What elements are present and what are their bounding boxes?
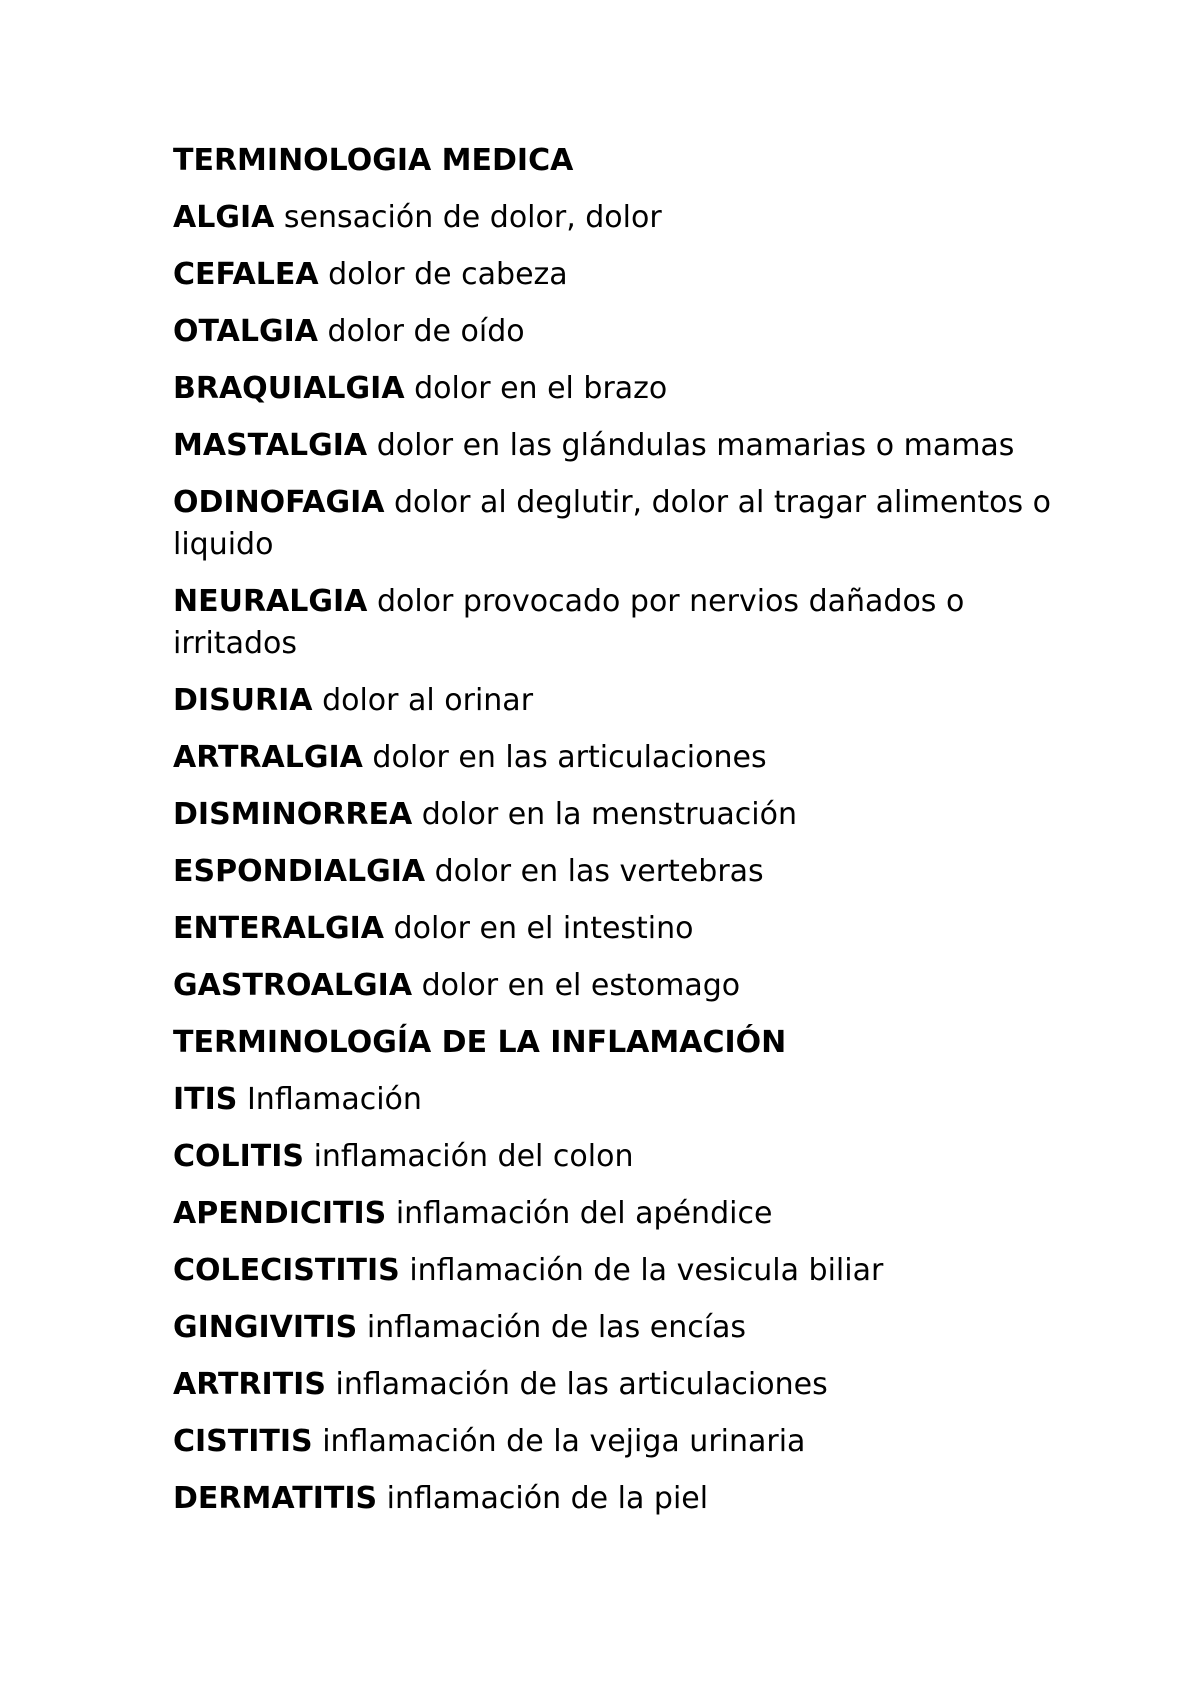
entry-definition: inflamación de la piel — [386, 1481, 709, 1516]
entry-term: ESPONDIALGIA — [173, 854, 426, 889]
entry-gastroalgia — [173, 965, 1053, 1007]
entry-definition: dolor en las vertebras — [434, 854, 764, 889]
entry-term: NEURALGIA — [173, 584, 368, 619]
entry-cistitis — [173, 1421, 1053, 1463]
entry-term: CEFALEA — [173, 257, 319, 292]
entry-term: MASTALGIA — [173, 428, 368, 463]
entry-term: GINGIVITIS — [173, 1310, 358, 1345]
entry-definition: dolor al deglutir, dolor al tragar alimentos o liquido — [173, 485, 1051, 562]
entry-term: COLITIS — [173, 1139, 305, 1174]
section-title-terminologia-medica: TERMINOLOGIA MEDICA — [173, 143, 574, 178]
entry-definition: dolor en el estomago — [421, 968, 741, 1003]
entry-term: DERMATITIS — [173, 1481, 378, 1516]
entry-artralgia — [173, 737, 1053, 779]
entry-definition: dolor al orinar — [322, 683, 534, 718]
entry-colecistitis — [173, 1250, 1053, 1292]
entry-definition: dolor en el intestino — [393, 911, 694, 946]
entry-term: OTALGIA — [173, 314, 318, 349]
entry-gingivitis — [173, 1307, 1053, 1349]
entry-definition: inflamación de las encías — [366, 1310, 747, 1345]
entry-term: ODINOFAGIA — [173, 485, 385, 520]
entry-algia — [173, 197, 1053, 239]
entry-otalgia — [173, 311, 1053, 353]
entry-braquialgia — [173, 368, 1053, 410]
entry-espondialgia — [173, 851, 1053, 893]
entry-cefalea — [173, 254, 1053, 296]
entry-term: ARTRALGIA — [173, 740, 363, 775]
entry-definition: inflamación de la vesicula biliar — [409, 1253, 884, 1288]
entry-definition: inflamación del colon — [313, 1139, 634, 1174]
entry-artritis — [173, 1364, 1053, 1406]
entry-definition: dolor de cabeza — [328, 257, 568, 292]
entry-neuralgia — [173, 581, 1053, 665]
section-title-terminologia-inflamacion: TERMINOLOGÍA DE LA INFLAMACIÓN — [173, 1025, 787, 1060]
entry-apendicitis — [173, 1193, 1053, 1235]
entry-definition: inflamación del apéndice — [395, 1196, 773, 1231]
entry-enteralgia — [173, 908, 1053, 950]
entry-disuria — [173, 680, 1053, 722]
entry-definition: sensación de dolor, dolor — [283, 200, 662, 235]
entry-dermatitis — [173, 1478, 1053, 1520]
entry-odinofagia — [173, 482, 1053, 566]
entry-term: ALGIA — [173, 200, 275, 235]
entry-term: APENDICITIS — [173, 1196, 387, 1231]
entry-definition: dolor de oído — [327, 314, 525, 349]
entry-definition: dolor en el brazo — [414, 371, 668, 406]
entry-term: DISMINORREA — [173, 797, 413, 832]
entry-definition: Inflamación — [246, 1082, 422, 1117]
entry-mastalgia — [173, 425, 1053, 467]
entry-term: ITIS — [173, 1082, 238, 1117]
entry-term: ARTRITIS — [173, 1367, 326, 1402]
entry-term: BRAQUIALGIA — [173, 371, 405, 406]
entry-definition: inflamación de la vejiga urinaria — [322, 1424, 806, 1459]
entry-definition: dolor en las articulaciones — [372, 740, 767, 775]
entry-term: CISTITIS — [173, 1424, 313, 1459]
entry-definition: dolor provocado por nervios dañados o irritados — [173, 584, 965, 661]
entry-definition: dolor en la menstruación — [421, 797, 797, 832]
entry-colitis — [173, 1136, 1053, 1178]
entry-term: ENTERALGIA — [173, 911, 384, 946]
entry-definition: dolor en las glándulas mamarias o mamas — [376, 428, 1015, 463]
entry-term: GASTROALGIA — [173, 968, 413, 1003]
entry-itis — [173, 1079, 1053, 1121]
entry-term: DISURIA — [173, 683, 313, 718]
entry-definition: inflamación de las articulaciones — [335, 1367, 828, 1402]
entry-disminorrea — [173, 794, 1053, 836]
entry-term: COLECISTITIS — [173, 1253, 400, 1288]
document-page — [173, 140, 1053, 1535]
